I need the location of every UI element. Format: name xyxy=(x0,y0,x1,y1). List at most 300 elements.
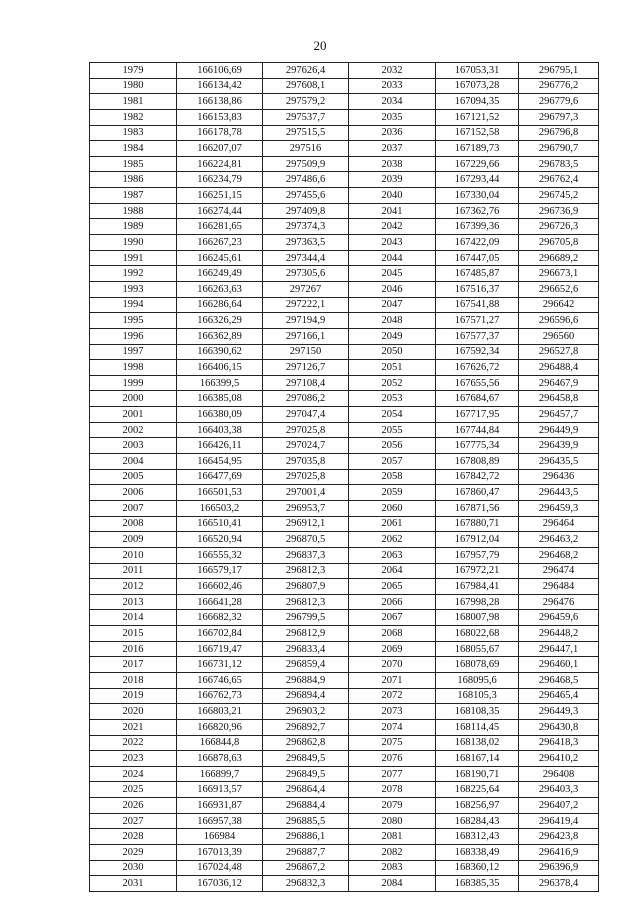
table-row xyxy=(90,672,599,688)
point-number-left-cell: 2015 xyxy=(90,626,177,642)
x-coordinate-right-cell: 167972,21 xyxy=(436,563,519,579)
x-coordinate-right-cell: 168007,98 xyxy=(436,610,519,626)
table-row xyxy=(90,469,599,485)
y-coordinate-right-cell: 296447,1 xyxy=(519,641,599,657)
point-number-left-cell: 1998 xyxy=(90,360,177,376)
y-coordinate-right-cell: 296408 xyxy=(519,766,599,782)
point-number-left-cell: 2001 xyxy=(90,407,177,423)
y-coordinate-right-cell: 296418,3 xyxy=(519,735,599,751)
y-coordinate-left-cell: 296837,3 xyxy=(263,547,349,563)
y-coordinate-left-cell: 297374,3 xyxy=(263,219,349,235)
point-number-left-cell: 2004 xyxy=(90,454,177,470)
y-coordinate-right-cell: 296463,2 xyxy=(519,532,599,548)
x-coordinate-right-cell: 167717,95 xyxy=(436,407,519,423)
x-coordinate-left-cell: 166702,84 xyxy=(177,626,263,642)
y-coordinate-left-cell: 296812,9 xyxy=(263,626,349,642)
x-coordinate-right-cell: 167871,56 xyxy=(436,500,519,516)
point-number-right-cell: 2071 xyxy=(349,672,436,688)
x-coordinate-right-cell: 167592,34 xyxy=(436,344,519,360)
y-coordinate-left-cell: 297108,4 xyxy=(263,375,349,391)
table-row xyxy=(90,235,599,251)
y-coordinate-right-cell: 296410,2 xyxy=(519,751,599,767)
point-number-left-cell: 2028 xyxy=(90,829,177,845)
point-number-left-cell: 2030 xyxy=(90,860,177,876)
y-coordinate-right-cell: 296796,8 xyxy=(519,125,599,141)
y-coordinate-right-cell: 296458,8 xyxy=(519,391,599,407)
x-coordinate-right-cell: 167362,76 xyxy=(436,203,519,219)
coordinates-table-body xyxy=(90,63,599,892)
table-row xyxy=(90,626,599,642)
x-coordinate-left-cell: 166426,11 xyxy=(177,438,263,454)
y-coordinate-left-cell: 297305,6 xyxy=(263,266,349,282)
point-number-right-cell: 2033 xyxy=(349,78,436,94)
x-coordinate-right-cell: 168055,67 xyxy=(436,641,519,657)
x-coordinate-left-cell: 166406,15 xyxy=(177,360,263,376)
x-coordinate-left-cell: 166153,83 xyxy=(177,109,263,125)
y-coordinate-left-cell: 296886,1 xyxy=(263,829,349,845)
point-number-right-cell: 2077 xyxy=(349,766,436,782)
table-row xyxy=(90,313,599,329)
table-row xyxy=(90,94,599,110)
x-coordinate-right-cell: 167073,28 xyxy=(436,78,519,94)
y-coordinate-right-cell: 296378,4 xyxy=(519,876,599,892)
point-number-right-cell: 2067 xyxy=(349,610,436,626)
y-coordinate-left-cell: 297025,8 xyxy=(263,422,349,438)
y-coordinate-left-cell: 296859,4 xyxy=(263,657,349,673)
y-coordinate-right-cell: 296416,9 xyxy=(519,845,599,861)
y-coordinate-left-cell: 297409,8 xyxy=(263,203,349,219)
x-coordinate-right-cell: 167577,37 xyxy=(436,328,519,344)
y-coordinate-right-cell: 296652,6 xyxy=(519,281,599,297)
y-coordinate-right-cell: 296736,9 xyxy=(519,203,599,219)
y-coordinate-left-cell: 297001,4 xyxy=(263,485,349,501)
table-row xyxy=(90,813,599,829)
y-coordinate-left-cell: 297455,6 xyxy=(263,188,349,204)
point-number-left-cell: 1985 xyxy=(90,156,177,172)
x-coordinate-right-cell: 167775,34 xyxy=(436,438,519,454)
x-coordinate-right-cell: 168360,12 xyxy=(436,860,519,876)
y-coordinate-left-cell: 296892,7 xyxy=(263,719,349,735)
y-coordinate-left-cell: 297035,8 xyxy=(263,454,349,470)
point-number-left-cell: 1987 xyxy=(90,188,177,204)
x-coordinate-right-cell: 168385,35 xyxy=(436,876,519,892)
point-number-left-cell: 2022 xyxy=(90,735,177,751)
point-number-right-cell: 2082 xyxy=(349,845,436,861)
x-coordinate-right-cell: 168022,68 xyxy=(436,626,519,642)
x-coordinate-left-cell: 166245,61 xyxy=(177,250,263,266)
y-coordinate-left-cell: 297267 xyxy=(263,281,349,297)
x-coordinate-right-cell: 168225,64 xyxy=(436,782,519,798)
point-number-left-cell: 1980 xyxy=(90,78,177,94)
y-coordinate-right-cell: 296468,2 xyxy=(519,547,599,563)
x-coordinate-right-cell: 167912,04 xyxy=(436,532,519,548)
x-coordinate-left-cell: 166251,15 xyxy=(177,188,263,204)
table-row xyxy=(90,719,599,735)
table-row xyxy=(90,485,599,501)
point-number-right-cell: 2037 xyxy=(349,141,436,157)
point-number-right-cell: 2075 xyxy=(349,735,436,751)
y-coordinate-right-cell: 296488,4 xyxy=(519,360,599,376)
point-number-left-cell: 1997 xyxy=(90,344,177,360)
x-coordinate-left-cell: 166510,41 xyxy=(177,516,263,532)
point-number-right-cell: 2044 xyxy=(349,250,436,266)
x-coordinate-right-cell: 168256,97 xyxy=(436,798,519,814)
table-row xyxy=(90,766,599,782)
y-coordinate-right-cell: 296779,6 xyxy=(519,94,599,110)
x-coordinate-right-cell: 167880,71 xyxy=(436,516,519,532)
y-coordinate-right-cell: 296403,3 xyxy=(519,782,599,798)
point-number-right-cell: 2053 xyxy=(349,391,436,407)
x-coordinate-left-cell: 166207,07 xyxy=(177,141,263,157)
x-coordinate-left-cell: 166178,78 xyxy=(177,125,263,141)
y-coordinate-right-cell: 296460,1 xyxy=(519,657,599,673)
point-number-left-cell: 2024 xyxy=(90,766,177,782)
x-coordinate-left-cell: 166362,89 xyxy=(177,328,263,344)
y-coordinate-right-cell: 296407,2 xyxy=(519,798,599,814)
point-number-right-cell: 2057 xyxy=(349,454,436,470)
y-coordinate-right-cell: 296396,9 xyxy=(519,860,599,876)
x-coordinate-left-cell: 166249,49 xyxy=(177,266,263,282)
y-coordinate-left-cell: 297150 xyxy=(263,344,349,360)
point-number-right-cell: 2047 xyxy=(349,297,436,313)
point-number-left-cell: 2016 xyxy=(90,641,177,657)
x-coordinate-left-cell: 166520,94 xyxy=(177,532,263,548)
point-number-left-cell: 2031 xyxy=(90,876,177,892)
x-coordinate-right-cell: 167485,87 xyxy=(436,266,519,282)
point-number-left-cell: 1983 xyxy=(90,125,177,141)
point-number-right-cell: 2052 xyxy=(349,375,436,391)
point-number-right-cell: 2061 xyxy=(349,516,436,532)
x-coordinate-left-cell: 166263,63 xyxy=(177,281,263,297)
x-coordinate-left-cell: 166399,5 xyxy=(177,375,263,391)
table-row xyxy=(90,297,599,313)
y-coordinate-left-cell: 296833,4 xyxy=(263,641,349,657)
table-row xyxy=(90,109,599,125)
y-coordinate-right-cell: 296468,5 xyxy=(519,672,599,688)
x-coordinate-right-cell: 168167,14 xyxy=(436,751,519,767)
point-number-left-cell: 2003 xyxy=(90,438,177,454)
point-number-left-cell: 2029 xyxy=(90,845,177,861)
table-row xyxy=(90,188,599,204)
x-coordinate-left-cell: 166224,81 xyxy=(177,156,263,172)
table-row xyxy=(90,391,599,407)
point-number-right-cell: 2032 xyxy=(349,63,436,79)
table-row xyxy=(90,156,599,172)
point-number-right-cell: 2038 xyxy=(349,156,436,172)
y-coordinate-left-cell: 297516 xyxy=(263,141,349,157)
table-row xyxy=(90,657,599,673)
x-coordinate-left-cell: 166913,57 xyxy=(177,782,263,798)
point-number-left-cell: 1993 xyxy=(90,281,177,297)
x-coordinate-left-cell: 166820,96 xyxy=(177,719,263,735)
point-number-left-cell: 1995 xyxy=(90,313,177,329)
point-number-left-cell: 2013 xyxy=(90,594,177,610)
y-coordinate-right-cell: 296439,9 xyxy=(519,438,599,454)
coordinates-table xyxy=(89,62,599,892)
table-row xyxy=(90,516,599,532)
y-coordinate-right-cell: 296436 xyxy=(519,469,599,485)
point-number-left-cell: 2008 xyxy=(90,516,177,532)
point-number-left-cell: 2027 xyxy=(90,813,177,829)
point-number-right-cell: 2072 xyxy=(349,688,436,704)
x-coordinate-right-cell: 167330,04 xyxy=(436,188,519,204)
y-coordinate-right-cell: 296474 xyxy=(519,563,599,579)
x-coordinate-right-cell: 167744,84 xyxy=(436,422,519,438)
point-number-left-cell: 1984 xyxy=(90,141,177,157)
x-coordinate-left-cell: 166579,17 xyxy=(177,563,263,579)
table-row xyxy=(90,829,599,845)
point-number-left-cell: 2023 xyxy=(90,751,177,767)
y-coordinate-left-cell: 297363,5 xyxy=(263,235,349,251)
y-coordinate-right-cell: 296776,2 xyxy=(519,78,599,94)
point-number-left-cell: 1988 xyxy=(90,203,177,219)
point-number-right-cell: 2064 xyxy=(349,563,436,579)
table-row xyxy=(90,344,599,360)
y-coordinate-right-cell: 296476 xyxy=(519,594,599,610)
point-number-left-cell: 1979 xyxy=(90,63,177,79)
y-coordinate-left-cell: 296884,9 xyxy=(263,672,349,688)
y-coordinate-right-cell: 296457,7 xyxy=(519,407,599,423)
point-number-right-cell: 2081 xyxy=(349,829,436,845)
y-coordinate-left-cell: 296812,3 xyxy=(263,563,349,579)
table-row xyxy=(90,688,599,704)
table-row xyxy=(90,454,599,470)
table-row xyxy=(90,219,599,235)
point-number-right-cell: 2040 xyxy=(349,188,436,204)
x-coordinate-right-cell: 167121,52 xyxy=(436,109,519,125)
point-number-left-cell: 1981 xyxy=(90,94,177,110)
x-coordinate-left-cell: 166281,65 xyxy=(177,219,263,235)
point-number-left-cell: 2010 xyxy=(90,547,177,563)
point-number-right-cell: 2055 xyxy=(349,422,436,438)
y-coordinate-right-cell: 296560 xyxy=(519,328,599,344)
point-number-right-cell: 2048 xyxy=(349,313,436,329)
y-coordinate-right-cell: 296465,4 xyxy=(519,688,599,704)
y-coordinate-left-cell: 296870,5 xyxy=(263,532,349,548)
x-coordinate-left-cell: 166134,42 xyxy=(177,78,263,94)
point-number-right-cell: 2079 xyxy=(349,798,436,814)
point-number-left-cell: 2000 xyxy=(90,391,177,407)
y-coordinate-right-cell: 296459,6 xyxy=(519,610,599,626)
x-coordinate-right-cell: 168138,02 xyxy=(436,735,519,751)
x-coordinate-right-cell: 167094,35 xyxy=(436,94,519,110)
point-number-right-cell: 2056 xyxy=(349,438,436,454)
point-number-right-cell: 2039 xyxy=(349,172,436,188)
point-number-right-cell: 2035 xyxy=(349,109,436,125)
x-coordinate-right-cell: 168078,69 xyxy=(436,657,519,673)
point-number-right-cell: 2058 xyxy=(349,469,436,485)
y-coordinate-right-cell: 296464 xyxy=(519,516,599,532)
y-coordinate-left-cell: 297166,1 xyxy=(263,328,349,344)
y-coordinate-left-cell: 296807,9 xyxy=(263,579,349,595)
y-coordinate-left-cell: 296885,5 xyxy=(263,813,349,829)
y-coordinate-left-cell: 296887,7 xyxy=(263,845,349,861)
x-coordinate-left-cell: 166984 xyxy=(177,829,263,845)
x-coordinate-left-cell: 166477,69 xyxy=(177,469,263,485)
point-number-left-cell: 2006 xyxy=(90,485,177,501)
table-row xyxy=(90,500,599,516)
y-coordinate-right-cell: 296783,5 xyxy=(519,156,599,172)
point-number-left-cell: 1986 xyxy=(90,172,177,188)
x-coordinate-left-cell: 166106,69 xyxy=(177,63,263,79)
point-number-right-cell: 2070 xyxy=(349,657,436,673)
point-number-left-cell: 1992 xyxy=(90,266,177,282)
y-coordinate-right-cell: 296459,3 xyxy=(519,500,599,516)
x-coordinate-right-cell: 167626,72 xyxy=(436,360,519,376)
y-coordinate-left-cell: 296812,3 xyxy=(263,594,349,610)
y-coordinate-left-cell: 297515,5 xyxy=(263,125,349,141)
y-coordinate-left-cell: 297626,4 xyxy=(263,63,349,79)
x-coordinate-left-cell: 166286,64 xyxy=(177,297,263,313)
y-coordinate-left-cell: 296862,8 xyxy=(263,735,349,751)
point-number-right-cell: 2063 xyxy=(349,547,436,563)
y-coordinate-right-cell: 296419,4 xyxy=(519,813,599,829)
x-coordinate-right-cell: 168108,35 xyxy=(436,704,519,720)
y-coordinate-left-cell: 296832,3 xyxy=(263,876,349,892)
x-coordinate-left-cell: 166138,86 xyxy=(177,94,263,110)
point-number-left-cell: 1990 xyxy=(90,235,177,251)
point-number-left-cell: 2012 xyxy=(90,579,177,595)
point-number-right-cell: 2068 xyxy=(349,626,436,642)
y-coordinate-left-cell: 296953,7 xyxy=(263,500,349,516)
x-coordinate-left-cell: 166267,23 xyxy=(177,235,263,251)
x-coordinate-left-cell: 166274,44 xyxy=(177,203,263,219)
x-coordinate-right-cell: 167998,28 xyxy=(436,594,519,610)
table-row xyxy=(90,203,599,219)
point-number-left-cell: 1991 xyxy=(90,250,177,266)
table-row xyxy=(90,375,599,391)
point-number-left-cell: 1994 xyxy=(90,297,177,313)
point-number-right-cell: 2059 xyxy=(349,485,436,501)
point-number-left-cell: 2002 xyxy=(90,422,177,438)
point-number-left-cell: 1996 xyxy=(90,328,177,344)
table-row xyxy=(90,563,599,579)
x-coordinate-right-cell: 167422,09 xyxy=(436,235,519,251)
point-number-right-cell: 2036 xyxy=(349,125,436,141)
point-number-right-cell: 2049 xyxy=(349,328,436,344)
table-row xyxy=(90,422,599,438)
y-coordinate-right-cell: 296423,8 xyxy=(519,829,599,845)
point-number-right-cell: 2046 xyxy=(349,281,436,297)
x-coordinate-right-cell: 167053,31 xyxy=(436,63,519,79)
y-coordinate-left-cell: 296884,4 xyxy=(263,798,349,814)
y-coordinate-right-cell: 296467,9 xyxy=(519,375,599,391)
x-coordinate-right-cell: 167293,44 xyxy=(436,172,519,188)
table-row xyxy=(90,704,599,720)
y-coordinate-left-cell: 297509,9 xyxy=(263,156,349,172)
point-number-left-cell: 2014 xyxy=(90,610,177,626)
y-coordinate-left-cell: 296894,4 xyxy=(263,688,349,704)
x-coordinate-left-cell: 167013,39 xyxy=(177,845,263,861)
table-row xyxy=(90,610,599,626)
y-coordinate-left-cell: 296912,1 xyxy=(263,516,349,532)
y-coordinate-left-cell: 297486,6 xyxy=(263,172,349,188)
table-row xyxy=(90,751,599,767)
x-coordinate-right-cell: 168190,71 xyxy=(436,766,519,782)
point-number-left-cell: 2011 xyxy=(90,563,177,579)
point-number-right-cell: 2073 xyxy=(349,704,436,720)
point-number-right-cell: 2042 xyxy=(349,219,436,235)
point-number-left-cell: 1989 xyxy=(90,219,177,235)
y-coordinate-left-cell: 296867,2 xyxy=(263,860,349,876)
y-coordinate-right-cell: 296745,2 xyxy=(519,188,599,204)
point-number-left-cell: 2009 xyxy=(90,532,177,548)
point-number-right-cell: 2083 xyxy=(349,860,436,876)
x-coordinate-right-cell: 167152,58 xyxy=(436,125,519,141)
y-coordinate-right-cell: 296484 xyxy=(519,579,599,595)
point-number-right-cell: 2069 xyxy=(349,641,436,657)
x-coordinate-right-cell: 167984,41 xyxy=(436,579,519,595)
x-coordinate-right-cell: 167571,27 xyxy=(436,313,519,329)
y-coordinate-left-cell: 297222,1 xyxy=(263,297,349,313)
y-coordinate-left-cell: 297047,4 xyxy=(263,407,349,423)
y-coordinate-right-cell: 296596,6 xyxy=(519,313,599,329)
x-coordinate-left-cell: 166326,29 xyxy=(177,313,263,329)
y-coordinate-left-cell: 297025,8 xyxy=(263,469,349,485)
point-number-left-cell: 2007 xyxy=(90,500,177,516)
x-coordinate-left-cell: 166234,79 xyxy=(177,172,263,188)
x-coordinate-left-cell: 166602,46 xyxy=(177,579,263,595)
x-coordinate-right-cell: 167229,66 xyxy=(436,156,519,172)
x-coordinate-left-cell: 166403,38 xyxy=(177,422,263,438)
x-coordinate-left-cell: 166380,09 xyxy=(177,407,263,423)
point-number-right-cell: 2066 xyxy=(349,594,436,610)
point-number-right-cell: 2084 xyxy=(349,876,436,892)
y-coordinate-left-cell: 296849,5 xyxy=(263,751,349,767)
y-coordinate-right-cell: 296449,9 xyxy=(519,422,599,438)
y-coordinate-right-cell: 296689,2 xyxy=(519,250,599,266)
point-number-left-cell: 2025 xyxy=(90,782,177,798)
table-row xyxy=(90,547,599,563)
x-coordinate-left-cell: 166390,62 xyxy=(177,344,263,360)
point-number-left-cell: 2018 xyxy=(90,672,177,688)
x-coordinate-left-cell: 166931,87 xyxy=(177,798,263,814)
point-number-right-cell: 2050 xyxy=(349,344,436,360)
point-number-right-cell: 2041 xyxy=(349,203,436,219)
y-coordinate-right-cell: 296443,5 xyxy=(519,485,599,501)
table-row xyxy=(90,360,599,376)
y-coordinate-right-cell: 296705,8 xyxy=(519,235,599,251)
table-row xyxy=(90,78,599,94)
x-coordinate-right-cell: 167399,36 xyxy=(436,219,519,235)
y-coordinate-right-cell: 296430,8 xyxy=(519,719,599,735)
x-coordinate-right-cell: 167189,73 xyxy=(436,141,519,157)
x-coordinate-right-cell: 167516,37 xyxy=(436,281,519,297)
y-coordinate-left-cell: 297126,7 xyxy=(263,360,349,376)
x-coordinate-left-cell: 166385,08 xyxy=(177,391,263,407)
y-coordinate-left-cell: 296799,5 xyxy=(263,610,349,626)
point-number-left-cell: 1999 xyxy=(90,375,177,391)
x-coordinate-right-cell: 168338,49 xyxy=(436,845,519,861)
table-row xyxy=(90,782,599,798)
x-coordinate-right-cell: 167957,79 xyxy=(436,547,519,563)
table-row xyxy=(90,407,599,423)
table-row xyxy=(90,281,599,297)
x-coordinate-right-cell: 167684,67 xyxy=(436,391,519,407)
x-coordinate-right-cell: 167842,72 xyxy=(436,469,519,485)
y-coordinate-right-cell: 296642 xyxy=(519,297,599,313)
table-row xyxy=(90,63,599,79)
x-coordinate-left-cell: 166503,2 xyxy=(177,500,263,516)
table-row xyxy=(90,876,599,892)
x-coordinate-right-cell: 168105,3 xyxy=(436,688,519,704)
x-coordinate-right-cell: 168114,45 xyxy=(436,719,519,735)
table-row xyxy=(90,798,599,814)
point-number-left-cell: 2005 xyxy=(90,469,177,485)
x-coordinate-left-cell: 166555,32 xyxy=(177,547,263,563)
table-row xyxy=(90,579,599,595)
x-coordinate-right-cell: 167541,88 xyxy=(436,297,519,313)
